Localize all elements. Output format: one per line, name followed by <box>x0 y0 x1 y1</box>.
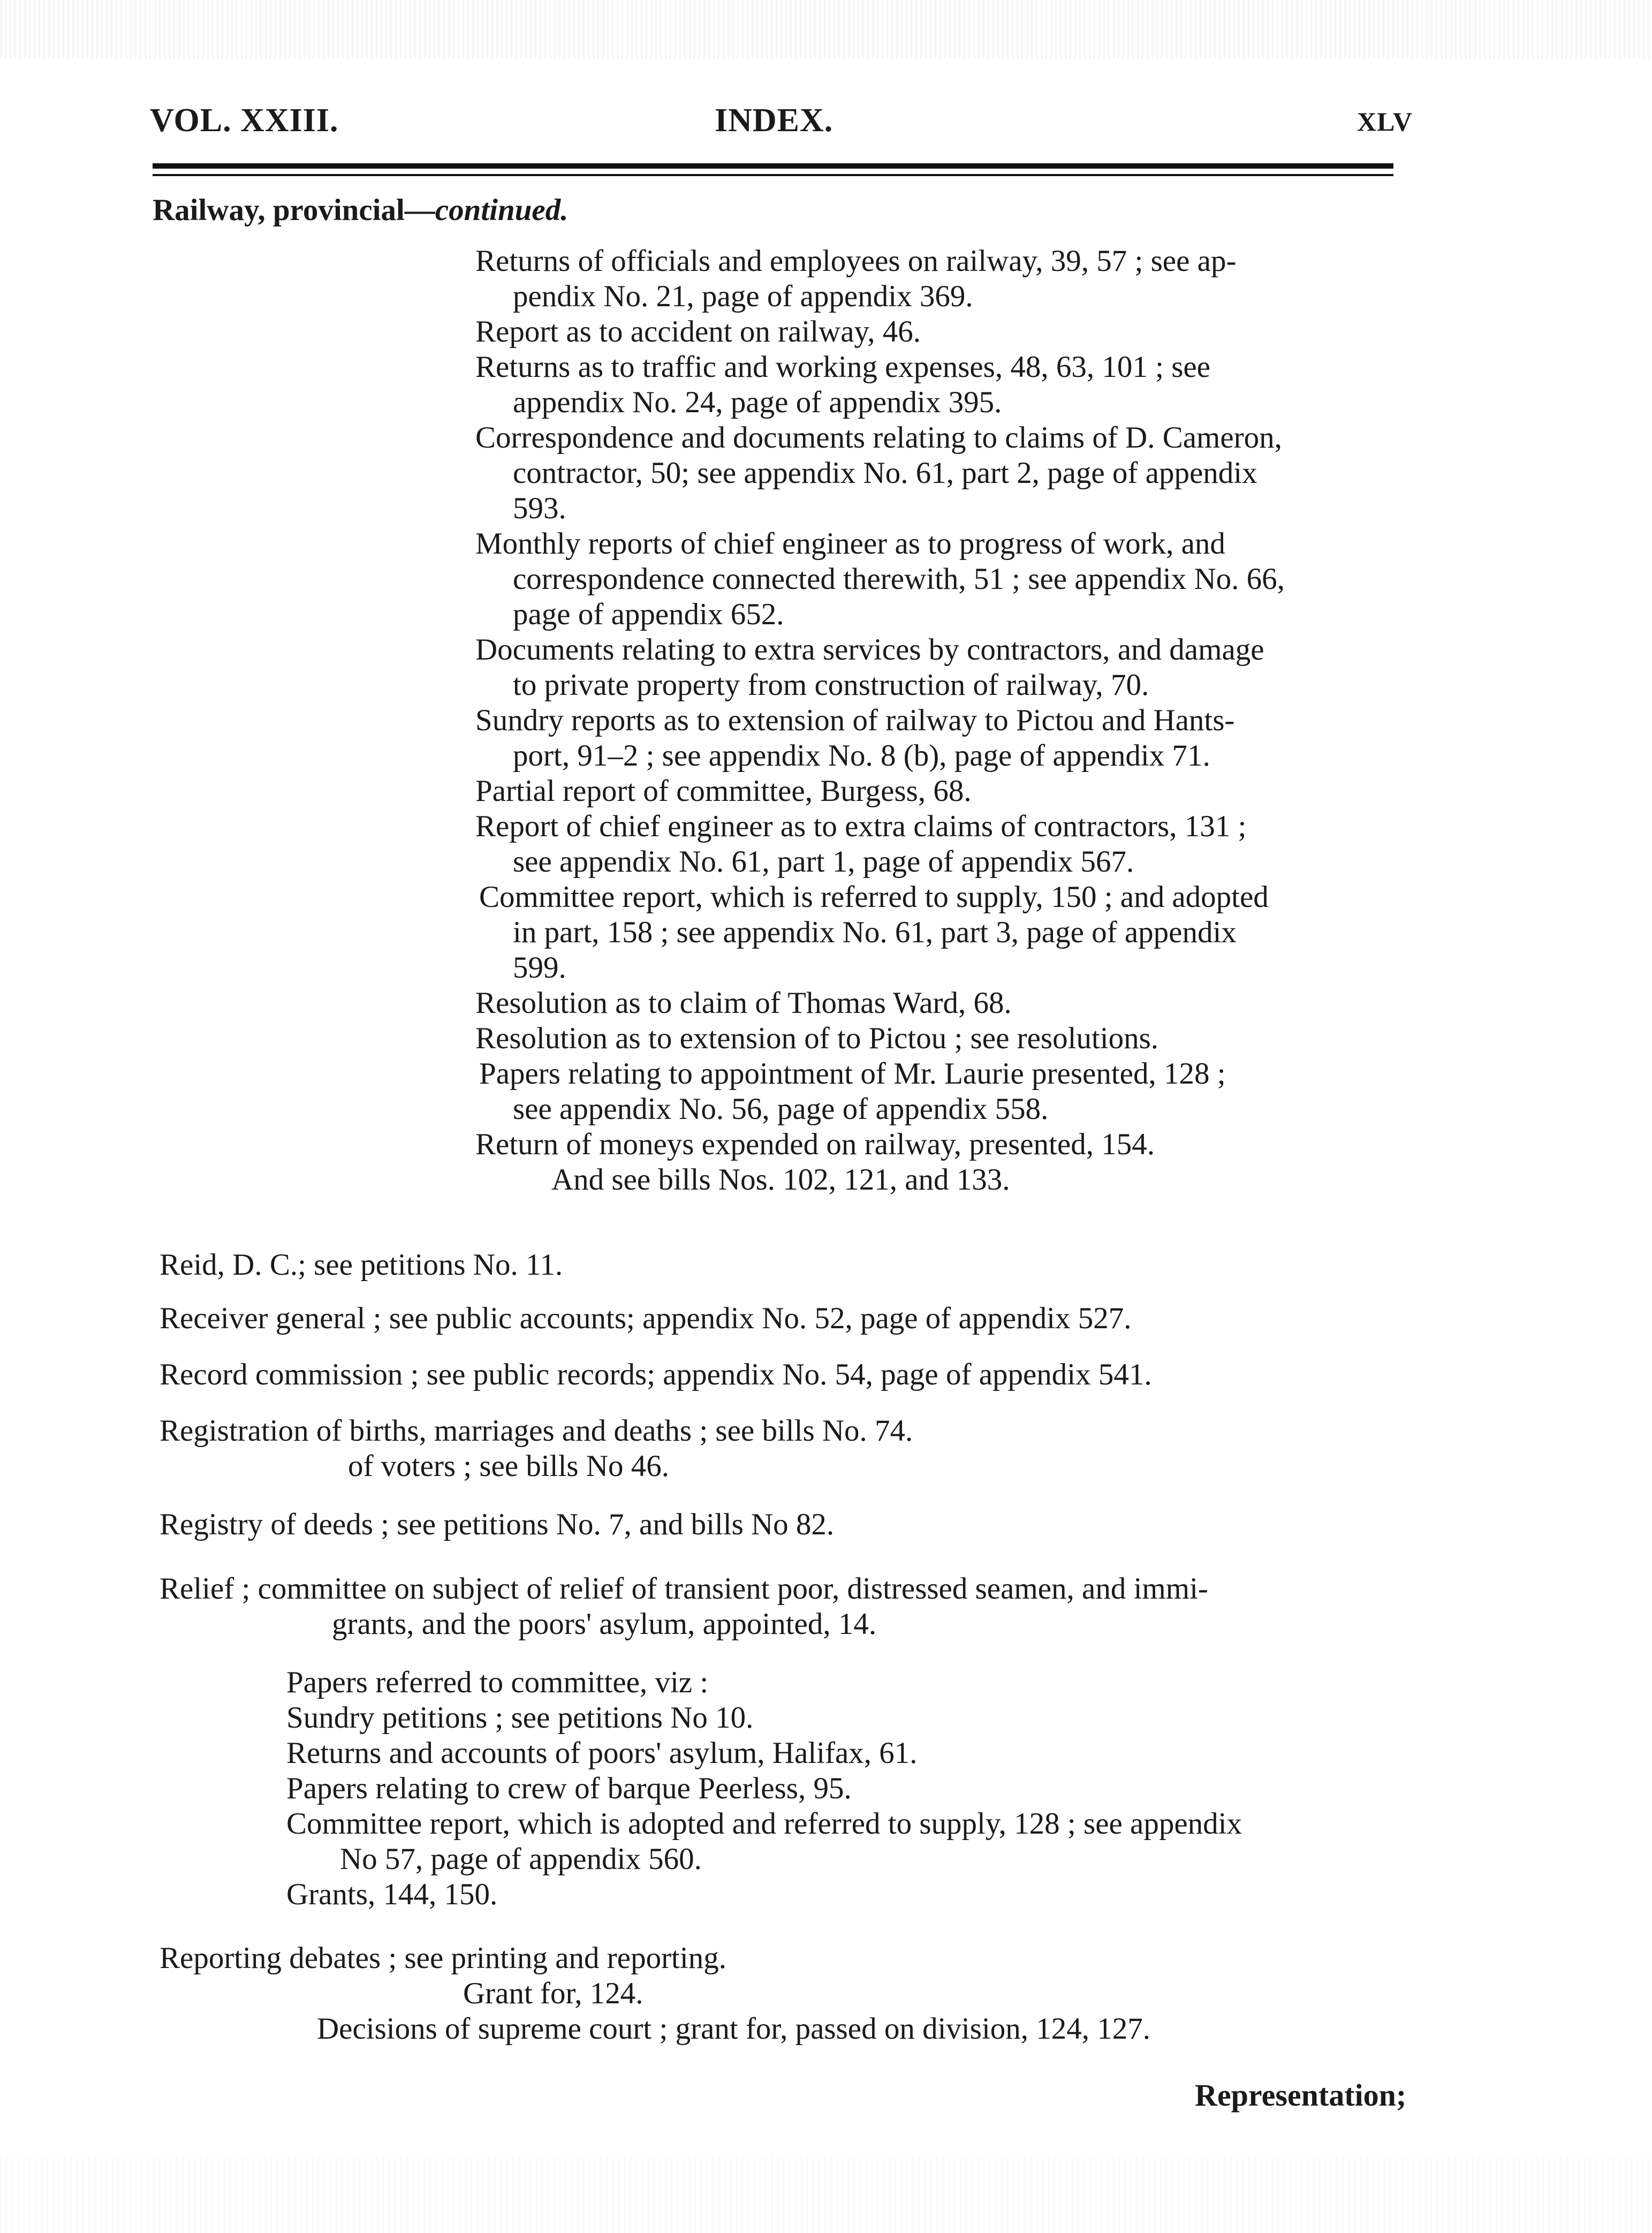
railway-item: Report as to accident on railway, 46. <box>475 315 921 349</box>
relief-item: Sundry petitions ; see petitions No 10. <box>286 1701 754 1735</box>
railway-item: Sundry reports as to extension of railway to Pictou and Hants- <box>475 703 1235 737</box>
railway-item: in part, 158 ; see appendix No. 61, part 3, page of appendix <box>513 915 1237 949</box>
railway-item: 593. <box>513 491 566 525</box>
entry-reid: Reid, D. C.; see petitions No. 11. <box>160 1248 563 1282</box>
railway-item: 599. <box>513 951 566 985</box>
relief-item: Returns and accounts of poors' asylum, Halifax, 61. <box>286 1736 918 1770</box>
relief-item: Grants, 144, 150. <box>286 1878 498 1911</box>
railway-item: pendix No. 21, page of appendix 369. <box>513 279 973 313</box>
railway-item: Correspondence and documents relating to claims of D. Cameron, <box>475 421 1282 455</box>
railway-item: Monthly reports of chief engineer as to progress of work, and <box>475 527 1225 561</box>
page-header <box>0 91 1652 155</box>
railway-item: port, 91–2 ; see appendix No. 8 (b), page of appendix 71. <box>513 739 1210 773</box>
entry-heading-railway: Railway, provincial—continued. <box>153 193 569 227</box>
catchword: Representation; <box>1195 2078 1407 2113</box>
entry-record-commission: Record commission ; see public records; appendix No. 54, page of appendix 541. <box>160 1358 1152 1391</box>
railway-item: Partial report of committee, Burgess, 68. <box>475 774 972 808</box>
railway-item: appendix No. 24, page of appendix 395. <box>513 385 1002 419</box>
page-title: INDEX. <box>715 102 833 139</box>
volume-label: VOL. XXIII. <box>150 102 339 139</box>
relief-item: Papers referred to committee, viz : <box>286 1666 709 1699</box>
railway-item: see appendix No. 61, part 1, page of appendix 567. <box>513 845 1134 879</box>
railway-item: Committee report, which is referred to supply, 150 ; and adopted <box>479 880 1269 914</box>
railway-item: Report of chief engineer as to extra claims of contractors, 131 ; <box>475 809 1247 843</box>
entry-registration: Registration of births, marriages and deaths ; see bills No. 74. <box>160 1414 913 1448</box>
railway-item: Returns as to traffic and working expenses, 48, 63, 101 ; see <box>475 350 1210 384</box>
entry-receiver-general: Receiver general ; see public accounts; appendix No. 52, page of appendix 527. <box>160 1301 1132 1335</box>
entry-reporting-debates: Reporting debates ; see printing and reporting. <box>160 1941 726 1975</box>
header-rule-thick <box>153 163 1393 169</box>
railway-item: page of appendix 652. <box>513 597 784 631</box>
page-number: XLV <box>1357 107 1413 137</box>
reporting-grant: Grant for, 124. <box>463 1977 643 2010</box>
relief-item: No 57, page of appendix 560. <box>340 1842 702 1876</box>
railway-item: Documents relating to extra services by contractors, and damage <box>475 633 1264 667</box>
railway-item: Resolution as to extension of to Pictou ; see resolutions. <box>475 1021 1159 1055</box>
railway-item: Papers relating to appointment of Mr. Laurie presented, 128 ; <box>479 1057 1226 1091</box>
relief-item: Papers relating to crew of barque Peerless, 95. <box>286 1772 852 1805</box>
railway-item: correspondence connected therewith, 51 ; see appendix No. 66, <box>513 562 1285 596</box>
railway-item: Return of moneys expended on railway, presented, 154. <box>475 1127 1155 1161</box>
railway-item: contractor, 50; see appendix No. 61, part 2, page of appendix <box>513 456 1257 490</box>
entry-relief-cont: grants, and the poors' asylum, appointed, 14. <box>332 1607 877 1641</box>
railway-item: Returns of officials and employees on railway, 39, 57 ; see ap- <box>475 244 1237 278</box>
entry-relief: Relief ; committee on subject of relief of transient poor, distressed seamen, and immi- <box>160 1572 1208 1606</box>
scan-noise-top <box>0 0 1652 59</box>
railway-item: see appendix No. 56, page of appendix 558. <box>513 1092 1049 1126</box>
relief-item: Committee report, which is adopted and referred to supply, 128 ; see appendix <box>286 1807 1242 1841</box>
entry-registration-voters: of voters ; see bills No 46. <box>348 1449 670 1483</box>
railway-item: And see bills Nos. 102, 121, and 133. <box>551 1163 1010 1197</box>
railway-item: Resolution as to claim of Thomas Ward, 68. <box>475 986 1012 1020</box>
railway-item: to private property from construction of railway, 70. <box>513 668 1149 702</box>
header-rule-thin <box>153 174 1393 176</box>
reporting-decisions: Decisions of supreme court ; grant for, passed on division, 124, 127. <box>317 2012 1151 2046</box>
scan-noise-bottom <box>0 2158 1652 2233</box>
entry-registry-of-deeds: Registry of deeds ; see petitions No. 7, and bills No 82. <box>160 1508 835 1541</box>
